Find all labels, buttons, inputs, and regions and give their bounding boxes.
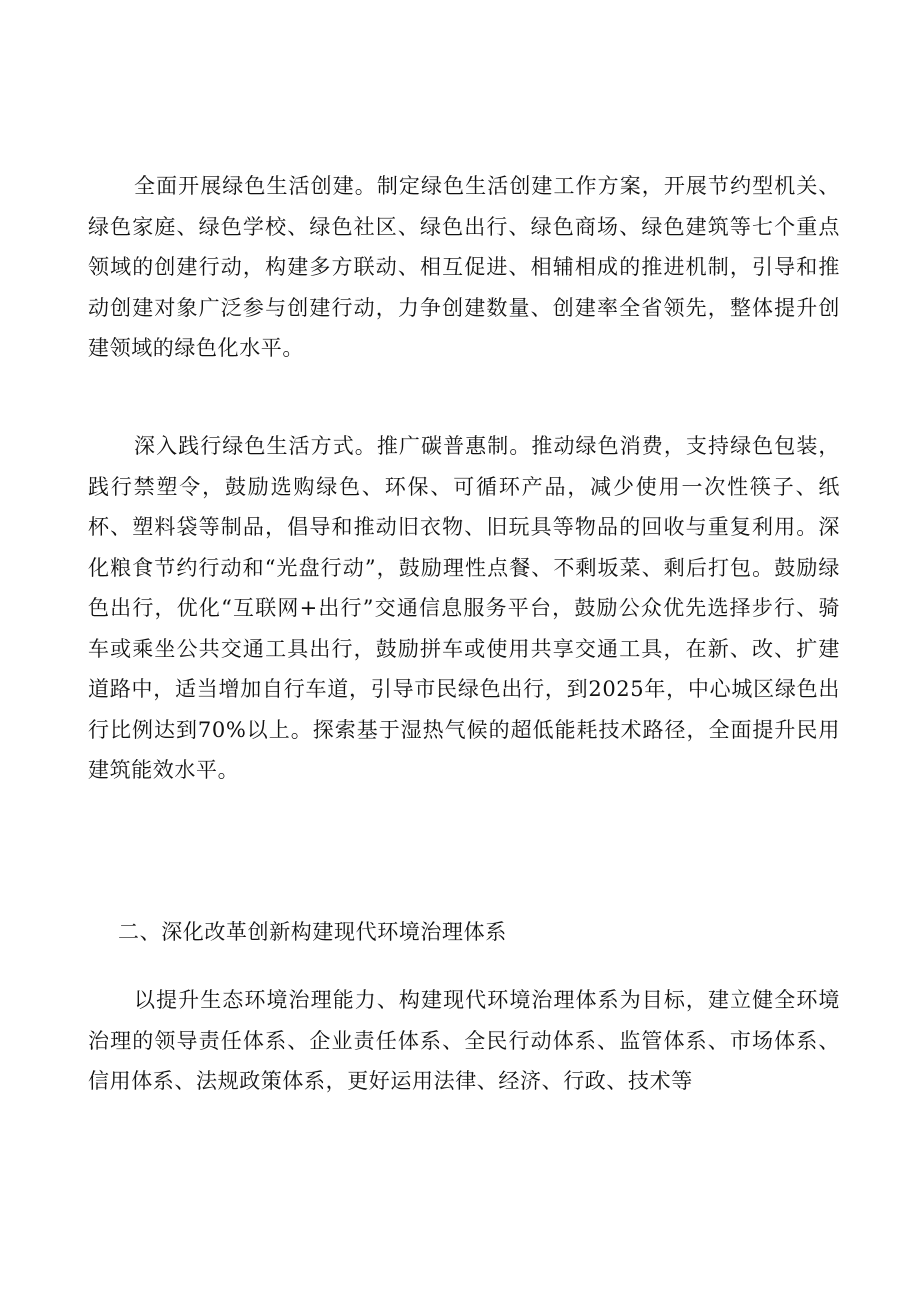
- paragraph-green-lifestyle: 深入践行绿色生活方式。推广碳普惠制。推动绿色消费，支持绿色包装，践行禁塑令，鼓励选购绿色、环保、可循环产品，减少使用一次性筷子、纸杯、塑料袋等制品，倡导和推动旧衣物、旧玩具等物品的回收与重复利用。深化粮食节约行动和“光盘行动”，鼓励理性点餐、不剩坂菜、剩后打包。鼓励绿色出行，优化“互联网+出行”交通信息服务平台，鼓励公众优先选择步行、骑车或乘坐公共交通工具出行，鼓励拼车或使用共享交通工具，在新、改、扩建道路中，适当增加自行车道，引导市民绿色出行，到2025年，中心城区绿色出行比例达到70%以上。探索基于湿热气候的超低能耗技术路径，全面提升民用建筑能效水平。: [88, 434, 840, 782]
- paragraph-green-life-creation: 全面开展绿色生活创建。制定绿色生活创建工作方案，开展节约型机关、绿色家庭、绿色学校、绿色社区、绿色出行、绿色商场、绿色建筑等七个重点领域的创建行动，构建多方联动、相互促进、相辅相成的推进机制，引导和推动创建对象广泛参与创建行动，力争创建数量、创建率全省领先，整体提升创建领域的绿色化水平。: [88, 174, 840, 360]
- paragraph-governance-system: 以提升生态环境治理能力、构建现代环境治理体系为目标，建立健全环境治理的领导责任体系、企业责任体系、全民行动体系、监管体系、市场体系、信用体系、法规政策体系，更好运用法律、经济、行政、技术等: [88, 988, 840, 1093]
- section-heading: 二、深化改革创新构建现代环境治理体系: [118, 920, 507, 944]
